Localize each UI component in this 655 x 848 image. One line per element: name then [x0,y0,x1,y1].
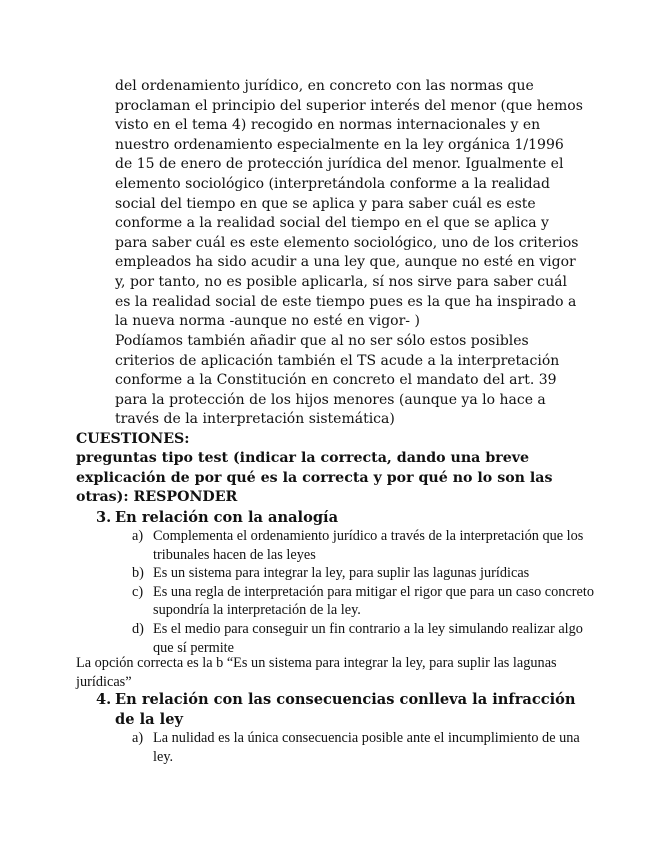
option-text: La nulidad es la única consecuencia posible ante el incumplimiento de una ley. [153,730,580,765]
question-3-answer: La opción correcta es la b “Es un sistema para integrar la ley, para suplir las lagunas jurídicas” [76,655,557,690]
section-title: CUESTIONES: [76,431,190,447]
question-text: En relación con las consecuencias conlleva la infracción de la ley [115,691,576,728]
body-paragraph-1: del ordenamiento jurídico, en concreto con las normas que proclaman el principio del superior interés del menor (que hemos visto en el tema 4) recogido en normas internacionales y en nuestro ordenamiento especialmente en la ley orgánica 1/1996 de 15 de enero de protección jurídica del menor. Igualmente el elemento sociológico (interpretándola conforme a la realidad social del tiempo en que se aplica y para saber cuál es este conforme a la realidad social del tiempo en el que se aplica y para saber cuál es este elemento sociológico, uno de los criterios empleados ha sido acudir a una ley que, aunque no esté en vigor y, por tanto, no es posible aplicarla, sí nos sirve para saber cuál es la realidad social de este tiempo pues es la que ha inspirado a la nueva norma -aunque no esté en vigor- ) [115,78,583,330]
question-3-options [132,527,602,657]
body-paragraph-2: Podíamos también añadir que al no ser sólo estos posibles criterios de aplicación también el TS acude a la interpretación conforme a la Constitución en concreto el mandato del art. 39 para la protección de los hijos menores (aunque ya lo hace a través de la interpretación sistemática) [115,333,560,428]
question-4-options [132,729,602,766]
question-number: 4. [96,691,112,708]
option-label: b) [132,565,144,582]
question-number: 3. [96,509,112,526]
option-b [132,564,602,583]
question-text: En relación con la analogía [115,509,339,526]
option-text: Complementa el ordenamiento jurídico a través de la interpretación que los tribunales hacen de las leyes [153,528,584,563]
option-a [132,729,602,766]
option-label: a) [132,528,144,544]
option-text: Es una regla de interpretación para mitigar el rigor que para un caso concreto supondría la interpretación de la ley. [153,583,595,619]
option-label: d) [132,620,144,637]
option-text: Es un sistema para integrar la ley, para suplir las lagunas jurídicas [153,565,530,582]
section-instructions: preguntas tipo test (indicar la correcta, dando una breve explicación de por qué es la correcta y por qué no lo son las otras): RESPONDER [76,450,553,506]
question-4-heading [96,690,581,729]
option-c [132,583,602,620]
option-d [132,620,602,657]
option-label: a) [132,730,144,746]
option-text: Es el medio para conseguir un fin contrario a la ley simulando realizar algo que sí permite [153,620,583,656]
option-a [132,527,602,564]
option-label: c) [132,583,144,600]
